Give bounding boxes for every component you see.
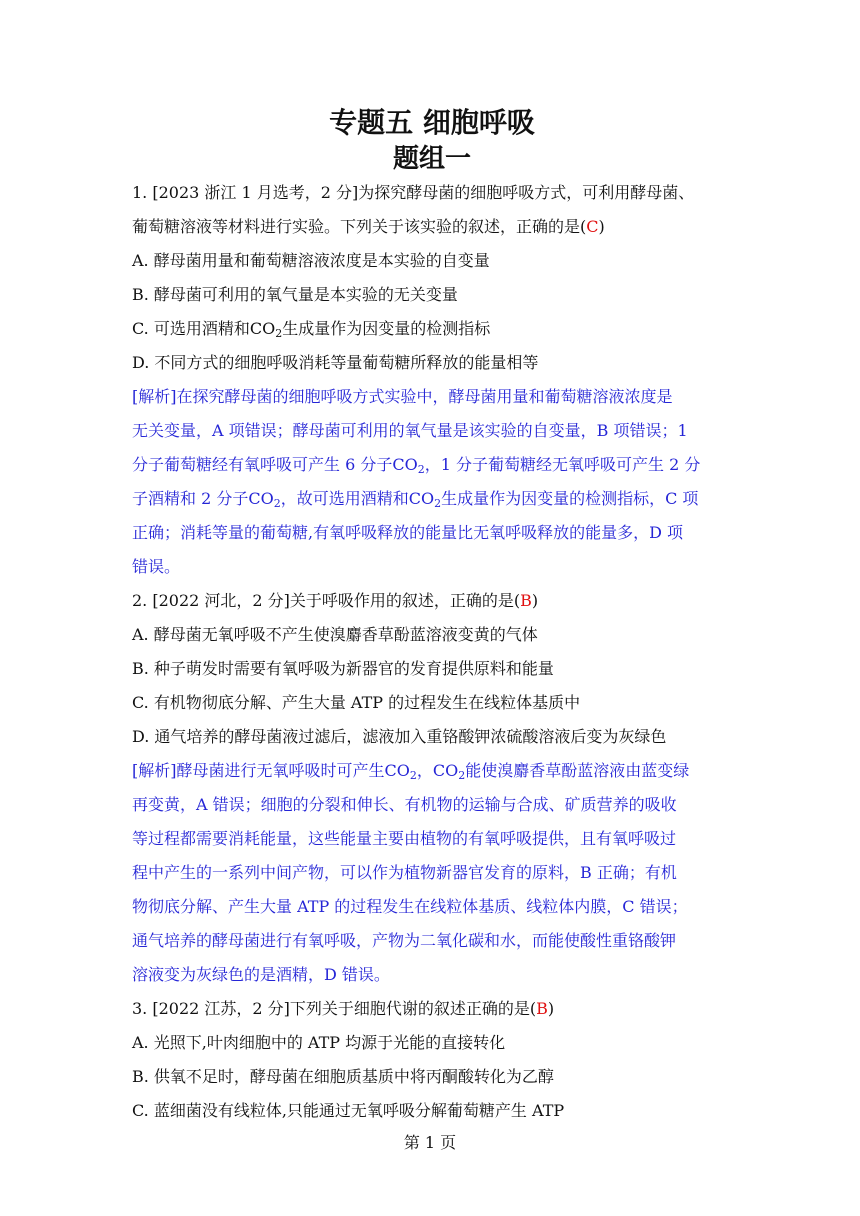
q1-stem-line2 — [132, 210, 732, 244]
q3-answer: B — [536, 999, 548, 1018]
subscript-2: 2 — [417, 463, 425, 476]
subscript-2: 2 — [434, 497, 442, 510]
q1-stem-line1: 1. [2023 浙江 1 月选考，2 分]为探究酵母菌的细胞呼吸方式，可利用酵母菌、 — [132, 183, 695, 202]
q1-option-c — [132, 312, 732, 346]
q1-analysis-text: 子酒精和 2 分子CO — [132, 489, 274, 508]
q2-analysis-line7: 溶液变为灰绿色的是酒精，D 错误。 — [132, 965, 390, 984]
q2-stem-text: 2. [2022 河北，2 分]关于呼吸作用的叙述，正确的是( — [132, 591, 521, 610]
q3-stem-text: 3. [2022 江苏，2 分]下列关于细胞代谢的叙述正确的是( — [132, 999, 537, 1018]
document-content — [132, 104, 732, 1128]
q1-analysis-line6: 错误。 — [132, 557, 181, 576]
q2-analysis-text: [解析]酵母菌进行无氧呼吸时可产生CO — [132, 761, 410, 780]
q1-analysis-text: ，故可选用酒精和CO — [280, 489, 435, 508]
subscript-2: 2 — [275, 327, 283, 340]
subscript-2: 2 — [409, 769, 417, 782]
q1-paren-close: ) — [598, 217, 605, 236]
q1-analysis-line4 — [132, 482, 732, 516]
subscript-2: 2 — [458, 769, 466, 782]
q1-analysis-line5: 正确；消耗等量的葡萄糖,有氧呼吸释放的能量比无氧呼吸释放的能量多，D 项 — [132, 523, 684, 542]
q2-answer: B — [520, 591, 532, 610]
q2-option-b: B. 种子萌发时需要有氧呼吸为新器官的发育提供原料和能量 — [132, 659, 554, 678]
q2-option-c: C. 有机物彻底分解、产生大量 ATP 的过程发生在线粒体基质中 — [132, 693, 581, 712]
q2-analysis-text: ，CO — [416, 761, 459, 780]
q1-analysis-text: 分子葡萄糖经有氧呼吸可产生 6 分子CO — [132, 455, 418, 474]
q2-stem — [132, 584, 732, 618]
subscript-2: 2 — [273, 497, 281, 510]
q1-answer: C — [586, 217, 599, 236]
q2-analysis-line3: 等过程都需要消耗能量，这些能量主要由植物的有氧呼吸提供，且有氧呼吸过 — [132, 829, 677, 848]
page-number: 第 1 页 — [403, 1133, 457, 1152]
q3-paren-close: ) — [547, 999, 555, 1018]
q1-option-c-text2: 生成量作为因变量的检测指标 — [282, 319, 491, 338]
q1-option-a: A. 酵母菌用量和葡萄糖溶液浓度是本实验的自变量 — [132, 251, 490, 270]
q2-analysis-line1 — [132, 754, 732, 788]
q1-analysis-text: 生成量作为因变量的检测指标，C 项 — [441, 489, 699, 508]
q1-option-b: B. 酵母菌可利用的氧气量是本实验的无关变量 — [132, 285, 458, 304]
q2-analysis-text: 能使溴麝香草酚蓝溶液由蓝变绿 — [465, 761, 690, 780]
q1-analysis-line3 — [132, 448, 732, 482]
q2-option-a: A. 酵母菌无氧呼吸不产生使溴麝香草酚蓝溶液变黄的气体 — [132, 625, 538, 644]
q2-analysis-line5: 物彻底分解、产生大量 ATP 的过程发生在线粒体基质、线粒体内膜，C 错误； — [132, 897, 688, 916]
q1-analysis-text: ，1 分子葡萄糖经无氧呼吸可产生 2 分 — [424, 455, 701, 474]
q2-paren-close: ) — [531, 591, 539, 610]
q2-analysis-line4: 程中产生的一系列中间产物，可以作为植物新器官发育的原料，B 正确；有机 — [132, 863, 677, 882]
q1-stem-text: 葡萄糖溶液等材料进行实验。下列关于该实验的叙述，正确的是( — [132, 217, 587, 236]
q2-analysis-line2: 再变黄，A 错误；细胞的分裂和伸长、有机物的运输与合成、矿质营养的吸收 — [132, 795, 677, 814]
page-title: 专题五 细胞呼吸 — [329, 106, 535, 139]
q1-option-d: D. 不同方式的细胞呼吸消耗等量葡萄糖所释放的能量相等 — [132, 353, 539, 372]
q1-analysis-line1: [解析]在探究酵母菌的细胞呼吸方式实验中，酵母菌用量和葡萄糖溶液浓度是 — [132, 387, 673, 406]
q1-option-c-text1: C. 可选用酒精和CO — [132, 319, 276, 338]
q3-option-a: A. 光照下,叶肉细胞中的 ATP 均源于光能的直接转化 — [132, 1033, 506, 1052]
q1-analysis-line2: 无关变量，A 项错误；酵母菌可利用的氧气量是该实验的自变量，B 项错误；1 — [132, 421, 688, 440]
q3-option-c: C. 蓝细菌没有线粒体,只能通过无氧呼吸分解葡萄糖产生 ATP — [132, 1101, 565, 1120]
page-subtitle: 题组一 — [392, 144, 471, 174]
q2-option-d: D. 通气培养的酵母菌液过滤后，滤液加入重铬酸钾浓硫酸溶液后变为灰绿色 — [132, 727, 667, 746]
q2-analysis-line6: 通气培养的酵母菌进行有氧呼吸，产物为二氧化碳和水，而能使酸性重铬酸钾 — [132, 931, 677, 950]
q3-stem — [132, 992, 732, 1026]
q3-option-b: B. 供氧不足时，酵母菌在细胞质基质中将丙酮酸转化为乙醇 — [132, 1067, 554, 1086]
